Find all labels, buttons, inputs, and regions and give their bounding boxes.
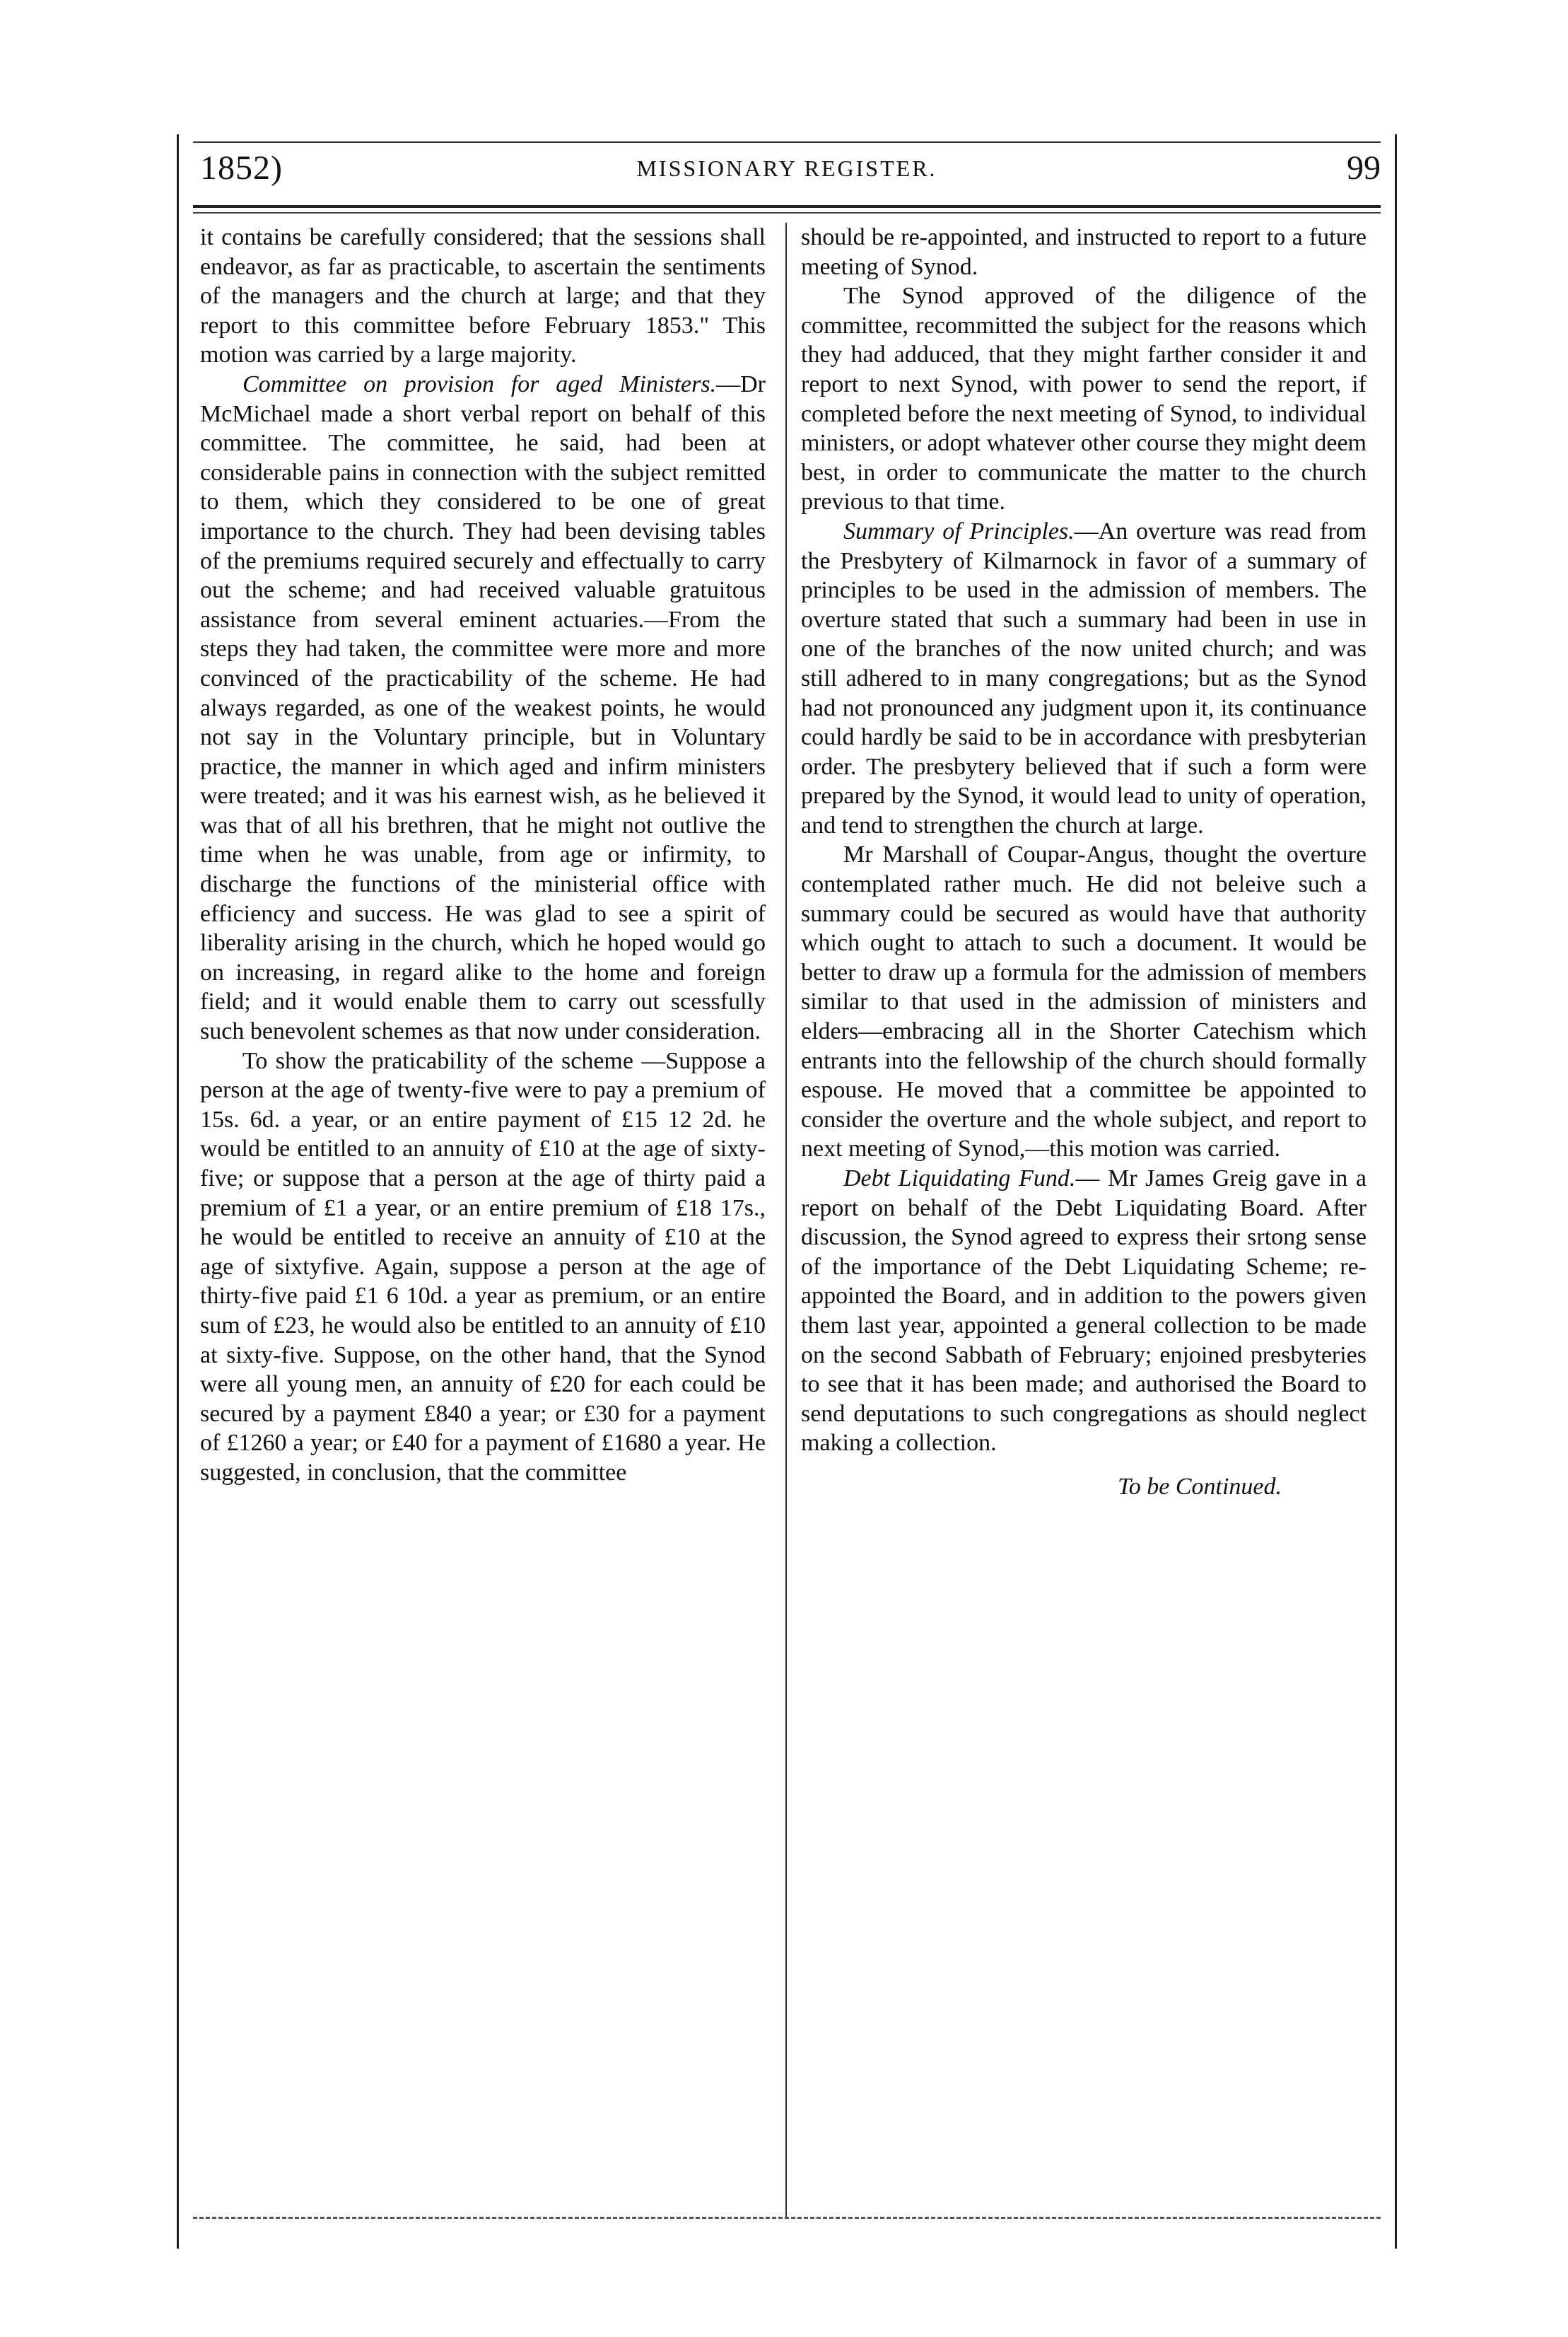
right-paragraph-1: should be re-appointed, and instructed to report to a future meeting of Synod.: [801, 224, 1367, 280]
header-rule-secondary: [193, 212, 1381, 214]
header-title: MISSIONARY REGISTER.: [636, 156, 937, 181]
page-header: [179, 148, 1395, 198]
bottom-rule: [193, 2217, 1381, 2219]
right-paragraph-5: [801, 1164, 1367, 1458]
left-paragraph-1: it contains be carefully considered; that the sessions shall endeavor, as far as practicable, to ascertain the sentiments of the managers and the church at large; and that they report to this committee before February 1853." This motion was carried by a large majority.: [200, 224, 766, 368]
newspaper-page: [177, 134, 1397, 2249]
right-paragraph-2: The Synod approved of the diligence of the committee, recommitted the subject for the reasons which they had adduced, that they might farther consider it and report to next Synod, with power to send the report, if completed before the next meeting of Synod, to individual ministers, or adopt whatever other course they might deem best, in order to communicate the matter to the church previous to that time.: [801, 283, 1367, 515]
right-paragraph-4: Mr Marshall of Coupar-Angus, thought the overture contemplated rather much. He did not beleive such a summary could be secured as would have that authority which ought to attach to such a document. It would be better to draw up a formula for the admission of members similar to that used in the admission of ministers and elders—embracing all in the Shorter Catechism which entrants into the fellowship of the church should formally espouse. He moved that a committee be appointed to consider the overture and the whole subject, and report to next meeting of Synod,—this motion was carried.: [801, 841, 1367, 1162]
section-heading-debt-fund: Debt Liquidating Fund.: [843, 1165, 1076, 1191]
right-paragraph-3-body: —An overture was read from the Presbytery of Kilmarnock in favor of a summary of principles to be used in the admission of members. The overture stated that such a summary had been in use in one of the branches of the now united church; and was still adhered to in many congregations; but as the Synod had not pronounced any judgment upon it, its continuance could hardly be said to be in accordance with presbyterian order. The presbytery believed that if such a form were prepared by the Synod, it would lead to unity of operation, and tend to strengthen the church at large.: [801, 518, 1367, 839]
header-year: 1852): [200, 149, 283, 187]
right-column: [801, 223, 1367, 1502]
continued-note: To be Continued.: [1117, 1473, 1282, 1500]
top-rule: [193, 141, 1381, 143]
right-paragraph-5-body: — Mr James Greig gave in a report on behalf of the Debt Liquidating Board. After discussion, the Synod agreed to express their srtong sense of the importance of the Debt Liquidating Scheme; re-appointed the Board, and in addition to the powers given them last year, appointed a general collection to be made on the second Sabbath of February; enjoined presbyteries to see that it has been made; and authorised the Board to send deputations to such congregations as should neglect making a collection.: [801, 1165, 1367, 1457]
section-heading-aged-ministers: Committee on provision for aged Ministers.: [242, 371, 717, 397]
left-column: [200, 223, 766, 1488]
page-number: 99: [1347, 149, 1381, 187]
left-paragraph-2: [200, 370, 766, 1047]
left-paragraph-3: To show the praticability of the scheme —Suppose a person at the age of twenty-five were to pay a premium of 15s. 6d. a year, or an entire payment of £15 12 2d. he would be entitled to an annuity of £10 at the age of sixty-five; or suppose that a person at the age of thirty paid a premium of £1 a year, or an entire premium of £18 17s., he would be entitled to receive an annuity of £10 at the age of sixtyfive. Again, suppose a person at the age of thirty-five paid £1 6 10d. a year as premium, or an entire sum of £23, he would also be entitled to an annuity of £10 at sixty-five. Suppose, on the other hand, that the Synod were all young men, an annuity of £20 for each could be secured by a payment £840 a year; or £30 for a payment of £1260 a year; or £40 for a payment of £1680 a year. He suggested, in conclusion, that the committee: [200, 1047, 766, 1486]
header-rule: [193, 205, 1381, 208]
right-paragraph-3: [801, 517, 1367, 841]
section-heading-summary-principles: Summary of Principles.: [843, 518, 1075, 544]
left-paragraph-2-body: —Dr McMichael made a short verbal report on behalf of this committee. The committee, he said, had been at considerable pains in connection with the subject remitted to them, which they considered to be one of great importance to the church. They had been devising tables of the premiums required securely and effectually to carry out the scheme; and had received valuable gratuitous assistance from several eminent actuaries.—From the steps they had taken, the committee were more and more convinced of the practicability of the scheme. He had always regarded, as one of the weakest points, he would not say in the Voluntary principle, but in Voluntary practice, the manner in which aged and infirm ministers were treated; and it was his earnest wish, as he believed it was that of all his brethren, that he might not outlive the time when he was unable, from age or infirmity, to discharge the functions of the ministerial office with efficiency and success. He was glad to see a spirit of liberality arising in the church, which he hoped would go on increasing, in regard alike to the home and foreign field; and it would enable them to carry out scessfully such benevolent schemes as that now under consideration.: [200, 371, 766, 1045]
column-divider: [785, 223, 787, 2217]
